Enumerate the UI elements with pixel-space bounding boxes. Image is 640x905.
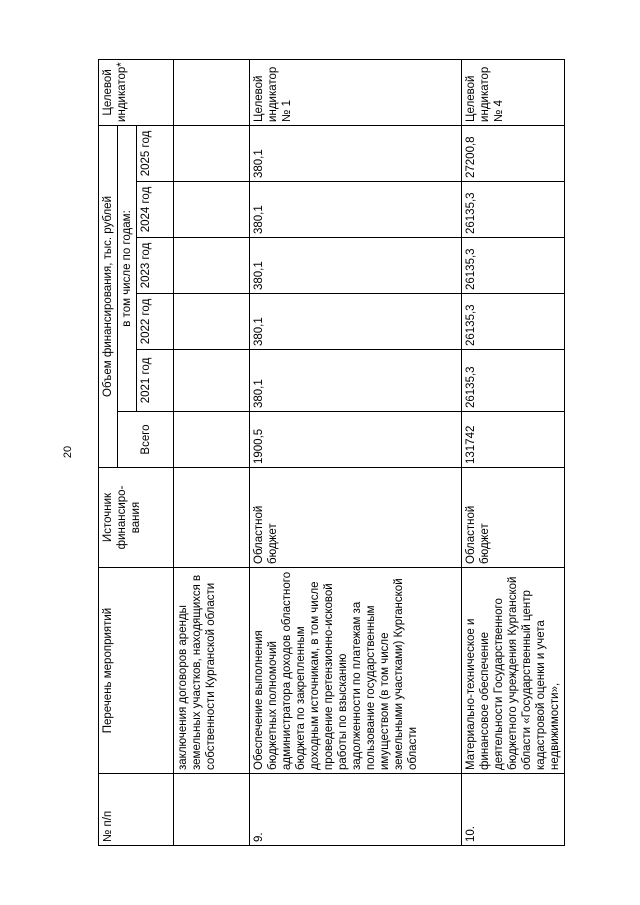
- row-num: 10.: [462, 774, 565, 846]
- header-source: Источник финансиро-вания: [99, 468, 174, 568]
- row-total: 131742: [462, 412, 565, 468]
- header-year-2022: 2022 год: [137, 294, 174, 350]
- row-num: 9.: [250, 774, 462, 846]
- row-year-2025: 380,1: [250, 125, 462, 181]
- row-year-2024: 26135,3: [462, 182, 565, 238]
- row-year-2025: 27200,8: [462, 125, 565, 181]
- table-row: [462, 59, 565, 845]
- header-measures: Перечень мероприятий: [99, 568, 174, 774]
- row-measure: заключения договоров аренды земельных участков, находящихся в собственности Курганской области: [174, 568, 250, 774]
- table-row: [174, 59, 250, 845]
- row-target: Целевой индикатор № 4: [462, 59, 565, 125]
- header-total: Всего: [118, 412, 174, 468]
- row-year-2023: [174, 238, 250, 294]
- row-num: [174, 774, 250, 846]
- funding-table: [98, 59, 565, 846]
- page-number: 20: [62, 445, 74, 459]
- header-volume: Объем финансирования, тыс. рублей: [99, 125, 118, 467]
- row-year-2022: 26135,3: [462, 294, 565, 350]
- header-year-2021: 2021 год: [137, 350, 174, 412]
- header-num: № п/п: [99, 774, 174, 846]
- row-measure: Материально-техническое и финансовое обеспечение деятельности Государственного бюджетного учреждения Курганской области «Государственный центр кадастровой оценки и учета недвижимости»,: [462, 568, 565, 774]
- row-total: [174, 412, 250, 468]
- row-measure: Обеспечение выполнения бюджетных полномочий администратора доходов областного бюджета по закрепленным доходным источникам, в том числе проведение претензионно-исковой работы по взысканию задолженности по платежам за пользование государственным имуществом (в том числе земельными участками) Курганской области: [250, 568, 462, 774]
- header-year-2025: 2025 год: [137, 125, 174, 181]
- row-target: Целевой индикатор № 1: [250, 59, 462, 125]
- row-source: [174, 468, 250, 568]
- row-year-2024: 380,1: [250, 182, 462, 238]
- row-year-2022: 380,1: [250, 294, 462, 350]
- row-year-2022: [174, 294, 250, 350]
- row-year-2021: [174, 350, 250, 412]
- header-by-years: в том числе по годам:: [118, 125, 137, 411]
- row-total: 1900,5: [250, 412, 462, 468]
- header-target: Целевой индикатор*: [99, 59, 174, 125]
- row-year-2025: [174, 125, 250, 181]
- row-year-2023: 26135,3: [462, 238, 565, 294]
- row-year-2023: 380,1: [250, 238, 462, 294]
- row-target: [174, 59, 250, 125]
- table-row: [250, 59, 462, 845]
- header-year-2023: 2023 год: [137, 238, 174, 294]
- row-year-2021: 26135,3: [462, 350, 565, 412]
- row-year-2021: 380,1: [250, 350, 462, 412]
- row-year-2024: [174, 182, 250, 238]
- row-source: Областной бюджет: [250, 468, 462, 568]
- row-source: Областной бюджет: [462, 468, 565, 568]
- header-year-2024: 2024 год: [137, 182, 174, 238]
- rotated-table-container: [98, 60, 561, 846]
